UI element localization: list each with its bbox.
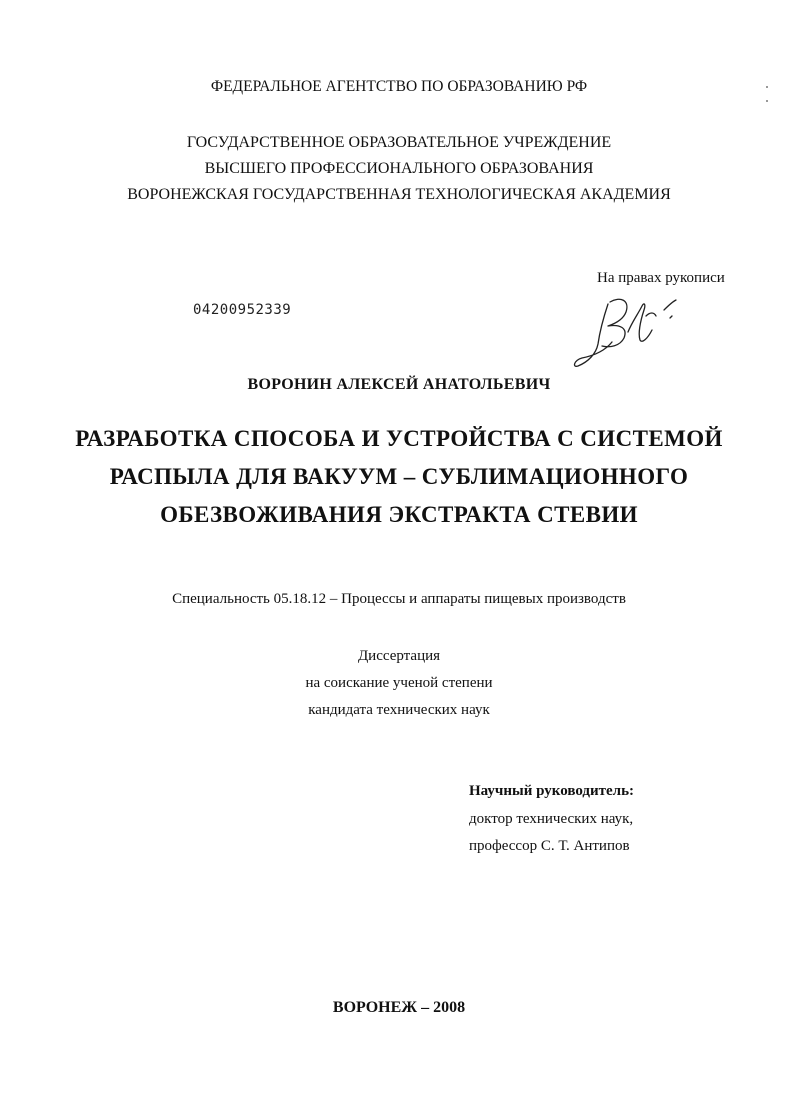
title-line-1: РАЗРАБОТКА СПОСОБА И УСТРОЙСТВА С СИСТЕМОЙ bbox=[75, 426, 723, 451]
institution-line-1: ГОСУДАРСТВЕННОЕ ОБРАЗОВАТЕЛЬНОЕ УЧРЕЖДЕНИЕ bbox=[186, 134, 612, 151]
supervisor-degree: доктор технических наук, bbox=[469, 811, 634, 827]
agency-name: ФЕДЕРАЛЬНОЕ АГЕНТСТВО ПО ОБРАЗОВАНИЮ РФ bbox=[210, 78, 588, 95]
registration-number: 04200952339 bbox=[193, 302, 292, 318]
title-line-3: ОБЕЗВОЖИВАНИЯ ЭКСТРАКТА СТЕВИИ bbox=[160, 502, 638, 527]
scan-speck bbox=[766, 86, 768, 88]
title-line-2: РАСПЫЛА ДЛЯ ВАКУУМ – СУБЛИМАЦИОННОГО bbox=[109, 464, 689, 489]
scan-speck bbox=[766, 100, 768, 102]
place-and-year: ВОРОНЕЖ – 2008 bbox=[332, 999, 466, 1016]
supervisor-heading: Научный руководитель: bbox=[469, 783, 634, 799]
institution-line-3: ВОРОНЕЖСКАЯ ГОСУДАРСТВЕННАЯ ТЕХНОЛОГИЧЕСКАЯ АКАДЕМИЯ bbox=[127, 186, 671, 203]
dissertation-line-1: Диссертация bbox=[357, 648, 441, 664]
handwritten-signature bbox=[568, 282, 680, 374]
dissertation-line-2: на соискание ученой степени bbox=[305, 675, 493, 691]
institution-line-2: ВЫСШЕГО ПРОФЕССИОНАЛЬНОГО ОБРАЗОВАНИЯ bbox=[204, 160, 594, 177]
specialty-line: Специальность 05.18.12 – Процессы и аппараты пищевых производств bbox=[172, 591, 626, 607]
manuscript-rights-note: На правах рукописи bbox=[597, 270, 725, 286]
author-name: ВОРОНИН АЛЕКСЕЙ АНАТОЛЬЕВИЧ bbox=[247, 376, 551, 393]
supervisor-name: профессор С. Т. Антипов bbox=[469, 838, 630, 854]
dissertation-line-3: кандидата технических наук bbox=[308, 702, 490, 718]
